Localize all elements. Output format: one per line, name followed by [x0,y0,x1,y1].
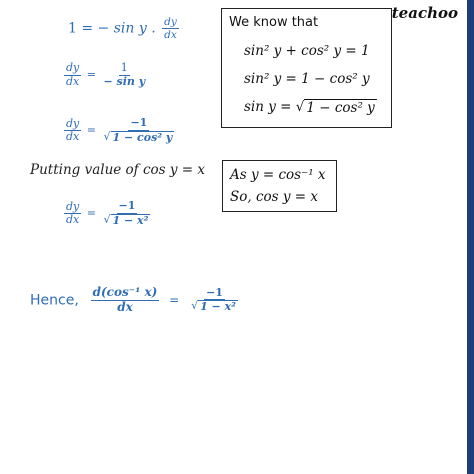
substitution-box [222,160,337,212]
hence-lhs-fraction [91,286,160,315]
eq1-fraction [162,16,179,41]
eq4-radicand: 1 − x² [112,213,149,227]
sqrt-symbol: √ [295,99,305,115]
eq4-lhs-fraction [64,201,81,227]
eq1-num: dy [164,16,177,28]
hence-num: d(cos⁻¹ x) [92,285,158,299]
hence-den: dx [117,299,133,314]
eq1-lhs: 1 = [68,20,94,37]
hence-label: Hence, [30,292,79,309]
eq2-num: dy [66,61,80,74]
identity-box [221,8,392,128]
box1-radical [296,99,377,116]
equation-1 [68,16,181,41]
teachoo-logo: teachoo [391,4,458,22]
eq4-den: dx [66,213,80,227]
eq1-rhs: − sin y . [97,20,156,37]
box1-line-3 [244,99,377,116]
sqrt-symbol: √ [103,129,111,143]
eq4-rnum: −1 [118,199,136,212]
box2-line-1: As y = cos⁻¹ x [230,167,326,183]
equation-2 [62,62,149,88]
sqrt-symbol: √ [191,299,199,313]
box2-line-2: So, cos y = x [230,189,319,205]
right-edge-bar [467,0,474,474]
eq3-lhs-fraction [64,118,81,144]
equation-3 [62,117,178,144]
box1-line-3-lhs: sin y = [244,99,292,115]
box1-line-2: sin² y = 1 − cos² y [244,71,370,87]
eq3-rnum: −1 [130,116,148,129]
eq4-radical [103,214,150,228]
hence-equation [30,286,242,315]
hence-equals: = [169,292,180,307]
eq2-rhs-fraction [101,62,147,88]
eq2-equals: = [86,68,96,82]
eq3-num: dy [66,116,80,130]
eq3-den: dx [66,130,80,144]
eq4-num: dy [66,199,80,213]
equation-4 [62,200,154,227]
eq2-lhs-fraction [64,62,81,88]
box1-title: We know that [229,15,319,30]
eq3-equals: = [86,123,96,137]
eq3-rhs-fraction [101,117,176,144]
eq4-rhs-fraction [101,200,152,227]
eq2-rnum: 1 [120,61,128,74]
eq2-den: dx [66,74,80,88]
box1-radicand: 1 − cos² y [306,100,375,116]
eq3-radicand: 1 − cos² y [112,130,173,144]
eq1-den: dx [164,29,177,42]
eq2-rden: − sin y [103,74,146,88]
box1-line-1: sin² y + cos² y = 1 [244,43,370,59]
hence-radical [191,300,238,314]
sqrt-symbol: √ [103,212,111,226]
eq4-equals: = [86,206,96,220]
hence-radicand: 1 − x² [200,300,236,314]
eq3-radical [103,131,174,145]
putting-value-note: Putting value of cos y = x [30,162,205,178]
hence-rhs-fraction [189,287,240,314]
hence-rnum: −1 [206,285,223,299]
